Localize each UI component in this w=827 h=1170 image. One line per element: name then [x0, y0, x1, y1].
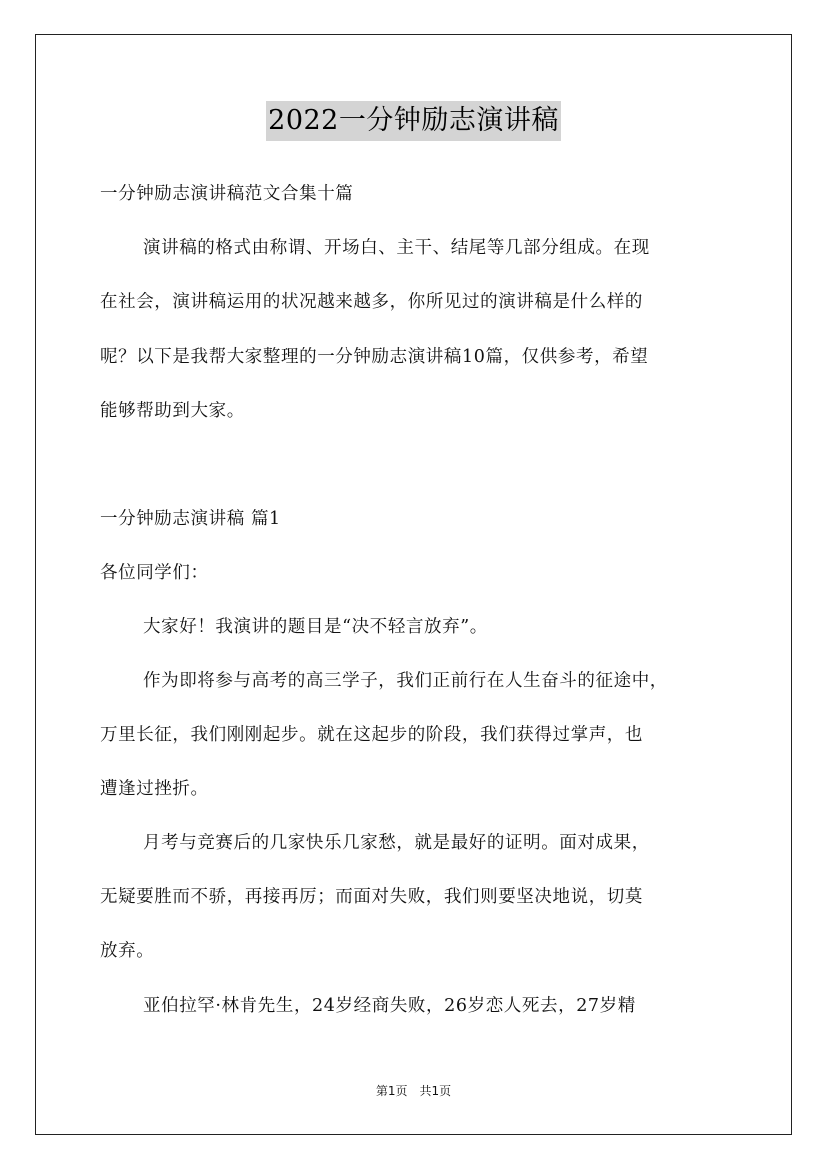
document-subtitle: 一分钟励志演讲稿范文合集十篇 [100, 184, 354, 204]
section-heading: 一分钟励志演讲稿 篇1 [100, 509, 281, 529]
title-container [0, 101, 827, 141]
intro-line: 演讲稿的格式由称谓、开场白、主干、结尾等几部分组成。在现 [143, 238, 650, 258]
salutation: 各位同学们： [100, 563, 209, 583]
body-line: 无疑要胜而不骄，再接再厉；而面对失败，我们则要坚决地说，切莫 [100, 887, 643, 907]
body-line: 放弃。 [100, 941, 155, 961]
body-line: 月考与竞赛后的几家快乐几家愁，就是最好的证明。面对成果， [143, 833, 650, 853]
page-number: 第1页 共1页 [375, 1084, 452, 1098]
body-line: 万里长征，我们刚刚起步。就在这起步的阶段，我们获得过掌声，也 [100, 725, 643, 745]
body-line: 亚伯拉罕·林肯先生，24岁经商失败，26岁恋人死去，27岁精 [143, 996, 636, 1016]
body-line: 作为即将参与高考的高三学子，我们正前行在人生奋斗的征途中， [143, 671, 668, 691]
intro-line: 呢？以下是我帮大家整理的一分钟励志演讲稿10篇，仅供参考，希望 [100, 347, 649, 367]
body-line: 大家好！我演讲的题目是“决不轻言放弃”。 [143, 617, 488, 637]
body-line: 遭逢过挫折。 [100, 779, 209, 799]
intro-line: 能够帮助到大家。 [100, 401, 245, 421]
page-footer [0, 1083, 827, 1099]
document-title: 2022一分钟励志演讲稿 [266, 101, 561, 141]
intro-line: 在社会，演讲稿运用的状况越来越多，你所见过的演讲稿是什么样的 [100, 292, 643, 312]
